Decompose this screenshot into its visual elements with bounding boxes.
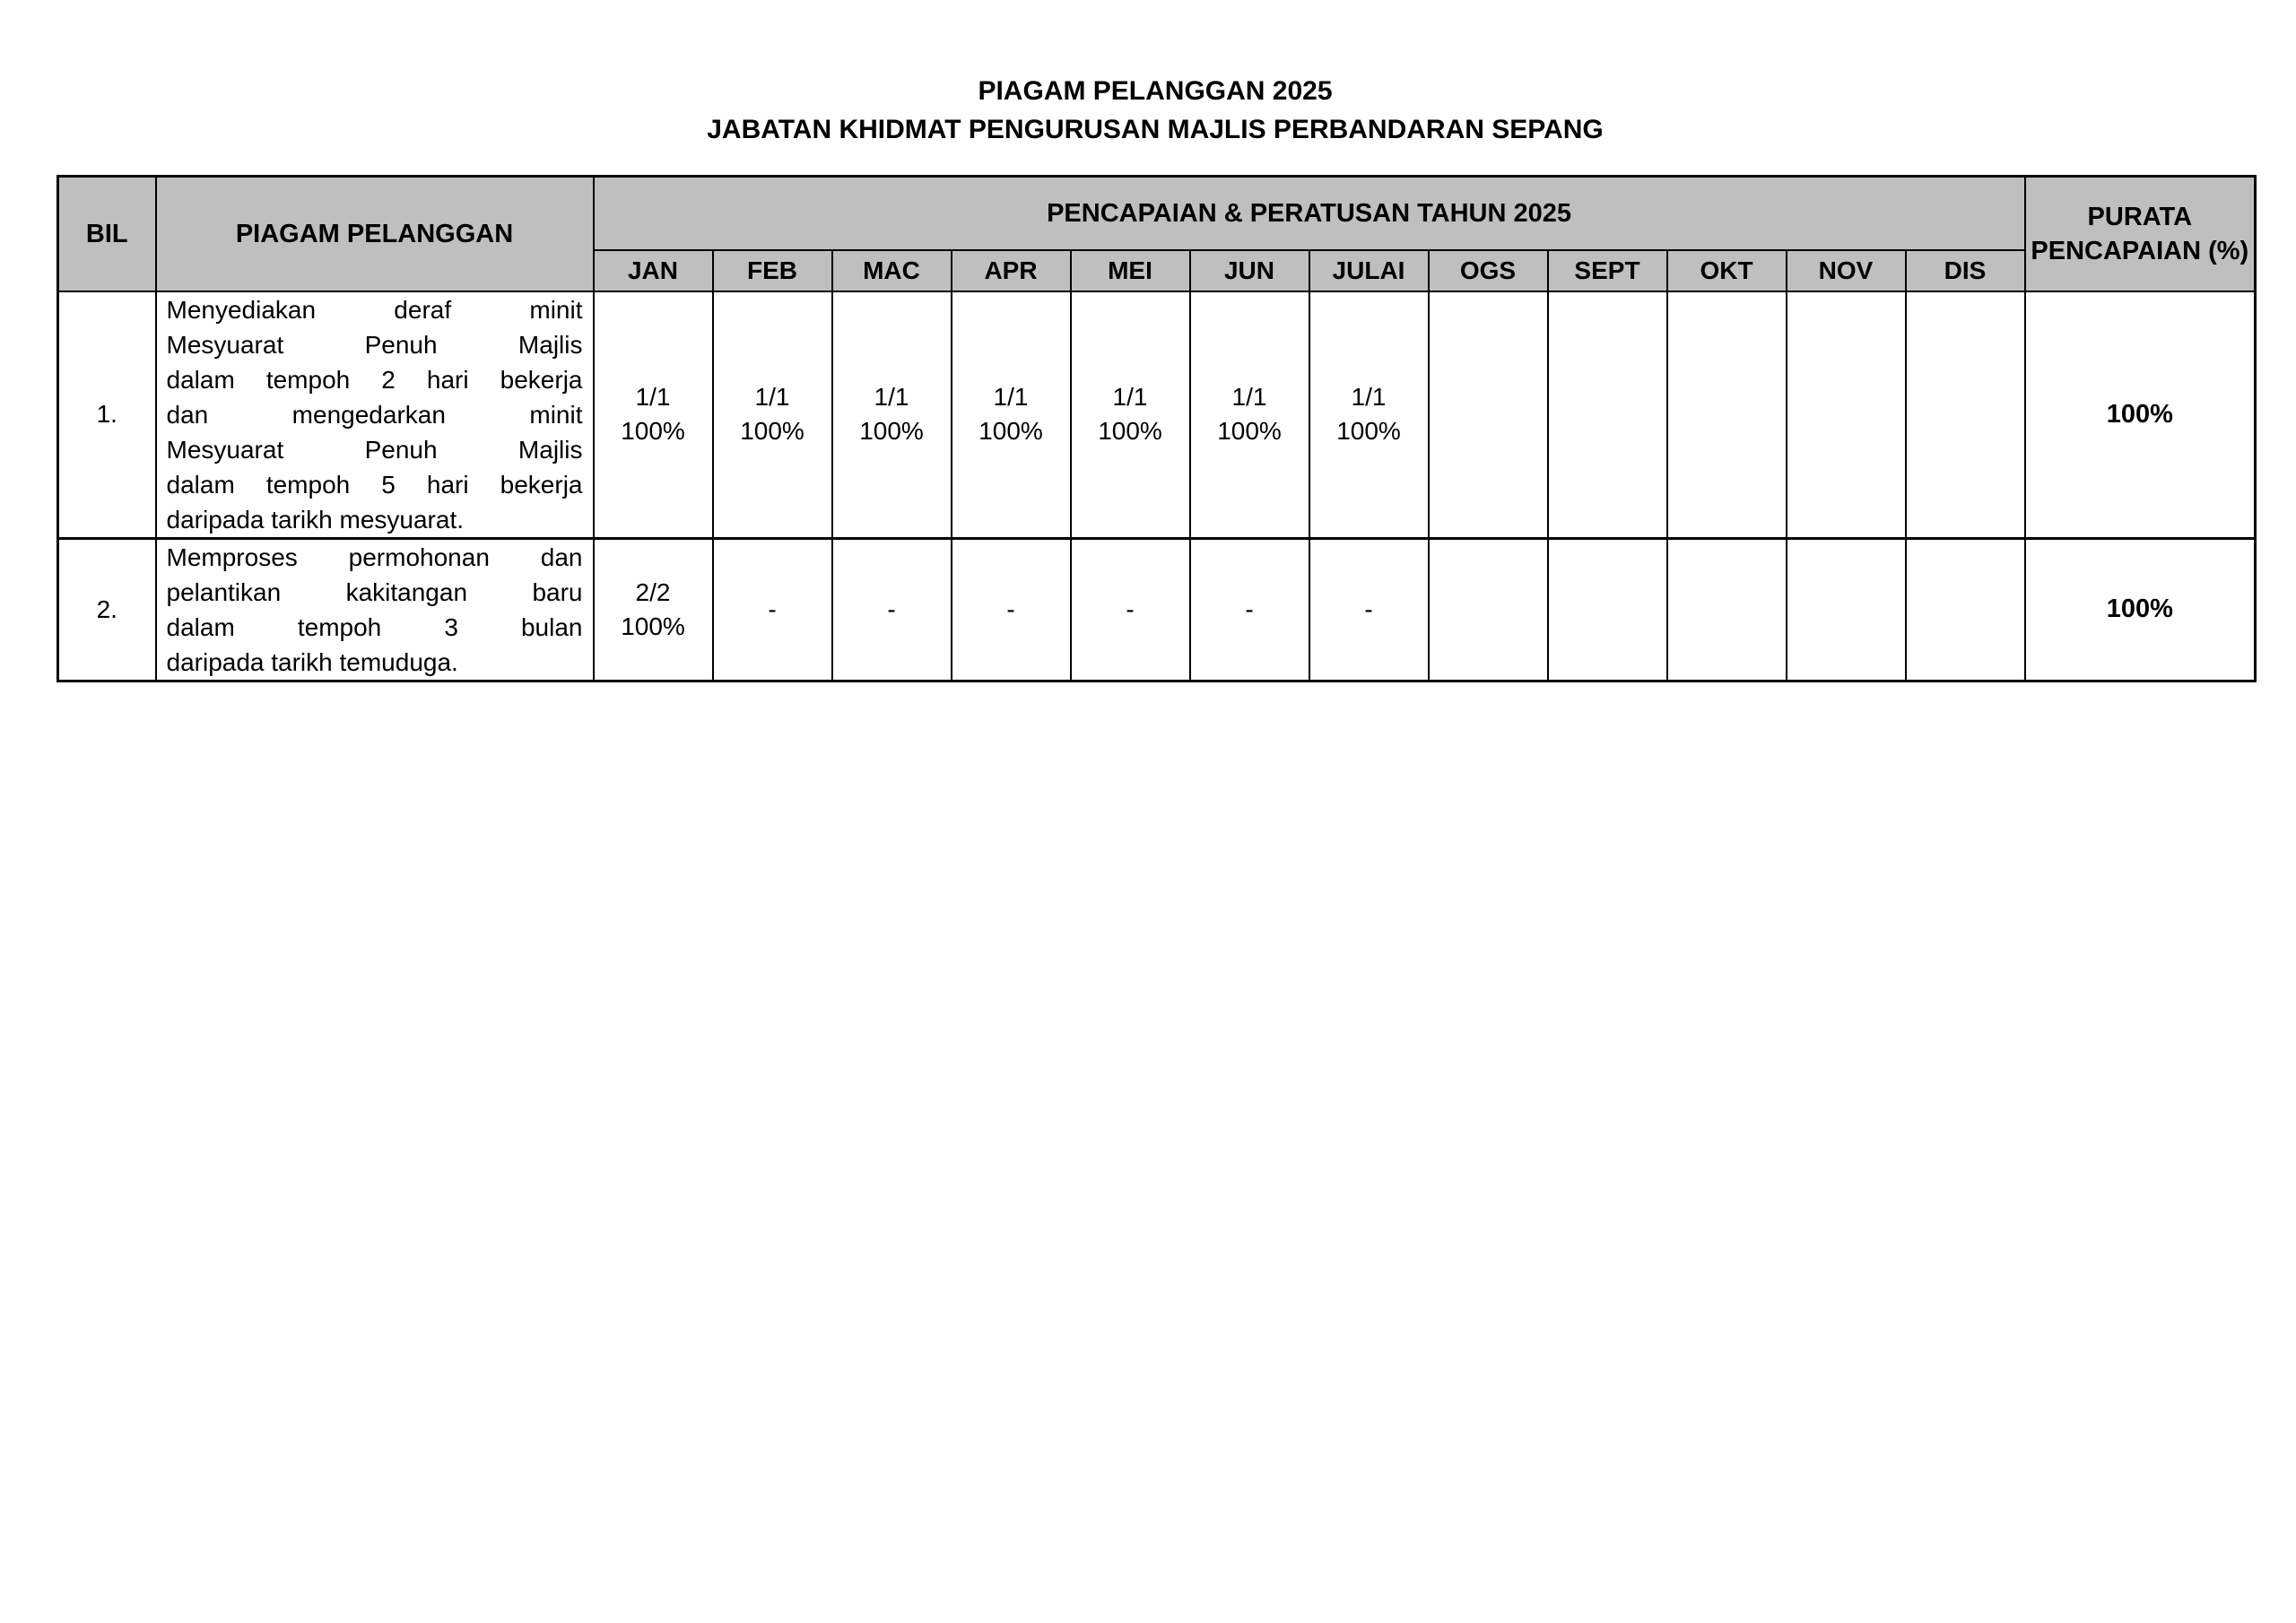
month-header-mei: MEI [1071, 250, 1190, 291]
description-line: dalam tempoh 5 hari bekerja [166, 470, 583, 499]
month-value-nov [1787, 291, 1906, 539]
column-header-pencapaian-peratusan: PENCAPAIAN & PERATUSAN TAHUN 2025 [594, 177, 2025, 250]
title-line-2: JABATAN KHIDMAT PENGURUSAN MAJLIS PERBANDARAN SEPANG [707, 115, 1604, 144]
month-value-ogs [1429, 291, 1548, 539]
charter-description [156, 291, 594, 539]
month-header-mac: MAC [832, 250, 952, 291]
month-header-dis: DIS [1906, 250, 2025, 291]
description-line: dalam tempoh 2 hari bekerja [166, 365, 583, 394]
column-header-bil: BIL [58, 177, 156, 291]
month-value-mei: - [1071, 538, 1190, 681]
month-value-jun: 1/1 100% [1190, 291, 1309, 539]
month-value-mei: 1/1 100% [1071, 291, 1190, 539]
month-value-apr: - [952, 538, 1071, 681]
table-row-2 [58, 538, 2256, 681]
document-title [57, 72, 2254, 149]
month-value-jun: - [1190, 538, 1309, 681]
table-row-1 [58, 291, 2256, 539]
month-value-sept [1548, 538, 1667, 681]
description-line: dan mengedarkan minit [166, 400, 583, 429]
month-value-ogs [1429, 538, 1548, 681]
month-value-mac: - [832, 538, 952, 681]
description-line: Memproses permohonan dan [166, 542, 583, 571]
month-value-jan: 1/1 100% [594, 291, 713, 539]
title-line-1: PIAGAM PELANGGAN 2025 [978, 76, 1333, 106]
month-value-mac: 1/1 100% [832, 291, 952, 539]
month-header-ogs: OGS [1429, 250, 1548, 291]
month-value-sept [1548, 291, 1667, 539]
month-header-julai: JULAI [1309, 250, 1429, 291]
month-value-jan: 2/2 100% [594, 538, 713, 681]
description-line: Menyediakan deraf minit [166, 295, 583, 324]
month-header-jun: JUN [1190, 250, 1309, 291]
month-value-dis [1906, 538, 2025, 681]
charter-description [156, 538, 594, 681]
month-value-apr: 1/1 100% [952, 291, 1071, 539]
row-number: 2. [58, 538, 156, 681]
month-header-feb: FEB [713, 250, 832, 291]
description-line: daripada tarikh temuduga. [166, 647, 458, 676]
column-header-piagam-pelanggan: PIAGAM PELANGGAN [156, 177, 594, 291]
month-header-jan: JAN [594, 250, 713, 291]
column-header-purata-pencapaian: PURATA PENCAPAIAN (%) [2025, 177, 2256, 291]
average-achievement: 100% [2025, 291, 2256, 539]
month-value-nov [1787, 538, 1906, 681]
month-value-feb: - [713, 538, 832, 681]
month-header-apr: APR [952, 250, 1071, 291]
month-value-okt [1667, 291, 1787, 539]
average-achievement: 100% [2025, 538, 2256, 681]
month-header-nov: NOV [1787, 250, 1906, 291]
charter-table [57, 175, 2257, 682]
description-line: pelantikan kakitangan baru [166, 577, 583, 606]
description-line: dalam tempoh 3 bulan [166, 612, 583, 641]
month-value-feb: 1/1 100% [713, 291, 832, 539]
month-value-julai: - [1309, 538, 1429, 681]
description-line: Mesyuarat Penuh Majlis [166, 435, 583, 464]
month-value-julai: 1/1 100% [1309, 291, 1429, 539]
month-header-sept: SEPT [1548, 250, 1667, 291]
month-value-dis [1906, 291, 2025, 539]
month-header-okt: OKT [1667, 250, 1787, 291]
month-value-okt [1667, 538, 1787, 681]
row-number: 1. [58, 291, 156, 539]
description-line: daripada tarikh mesyuarat. [166, 505, 465, 534]
description-line: Mesyuarat Penuh Majlis [166, 330, 583, 359]
